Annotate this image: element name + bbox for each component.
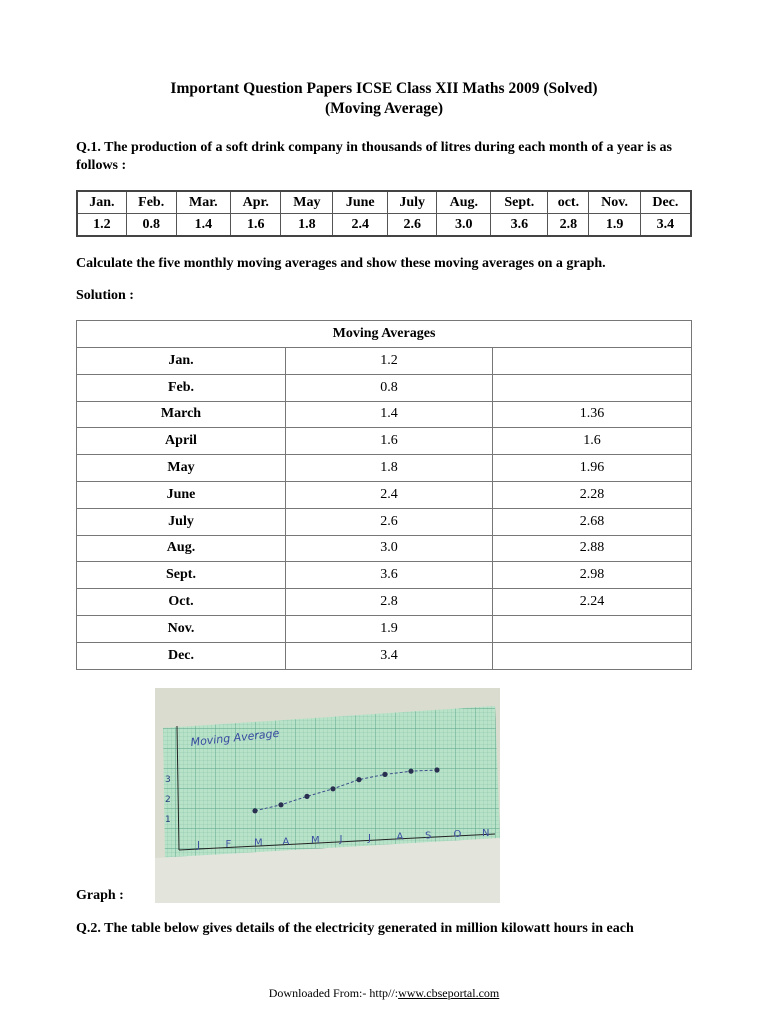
moving-average-month: Dec.: [77, 642, 286, 669]
moving-average-row: [77, 401, 692, 428]
production-month-cell: Apr.: [231, 191, 281, 214]
moving-average-header-row: [77, 321, 692, 348]
production-month-row: [77, 191, 691, 214]
graph-point: [434, 767, 439, 772]
graph-point: [408, 769, 413, 774]
moving-average-header: Moving Averages: [77, 321, 692, 348]
moving-average-value: 2.4: [286, 481, 493, 508]
production-month-cell: Feb.: [126, 191, 176, 214]
graph-x-tick: M: [254, 837, 263, 849]
moving-average-row: [77, 481, 692, 508]
graph-x-tick: A: [282, 836, 290, 848]
production-month-cell: Mar.: [176, 191, 231, 214]
moving-average-row: [77, 348, 692, 375]
graph-point: [330, 786, 335, 791]
moving-average-row: [77, 374, 692, 401]
production-value-cell: 1.6: [231, 214, 281, 237]
production-value-cell: 3.6: [491, 214, 548, 237]
footer-link[interactable]: www.cbseportal.com: [398, 986, 500, 1000]
production-month-cell: July: [388, 191, 437, 214]
production-month-cell: May: [281, 191, 333, 214]
moving-average-value: 1.8: [286, 455, 493, 482]
moving-average-result: 1.36: [493, 401, 692, 428]
moving-average-row: [77, 642, 692, 669]
graph-x-tick: A: [396, 831, 404, 843]
footer: [0, 986, 768, 1001]
production-month-cell: Dec.: [640, 191, 691, 214]
graph-label: Graph :: [76, 888, 124, 903]
moving-average-month: June: [77, 481, 286, 508]
production-table: [76, 190, 692, 237]
production-month-cell: Sept.: [491, 191, 548, 214]
question-2: Q.2. The table below gives details of the electricity generated in million kilowatt hours in each: [76, 921, 634, 936]
graph-x-tick: M: [311, 835, 320, 847]
moving-average-value: 3.4: [286, 642, 493, 669]
moving-average-month: Oct.: [77, 589, 286, 616]
moving-average-value: 0.8: [286, 374, 493, 401]
moving-average-row: [77, 589, 692, 616]
graph-x-tick: J: [339, 834, 343, 845]
moving-average-month: Jan.: [77, 348, 286, 375]
graph-point: [304, 794, 309, 799]
production-value-cell: 3.0: [437, 214, 491, 237]
moving-average-month: Sept.: [77, 562, 286, 589]
moving-average-result: 2.88: [493, 535, 692, 562]
production-month-cell: oct.: [548, 191, 589, 214]
moving-average-row: [77, 428, 692, 455]
moving-average-month: Feb.: [77, 374, 286, 401]
production-value-row: [77, 214, 691, 237]
moving-average-month: Aug.: [77, 535, 286, 562]
production-month-cell: Nov.: [589, 191, 640, 214]
moving-average-value: 1.9: [286, 615, 493, 642]
graph-x-tick: F: [225, 838, 232, 850]
moving-average-month: May: [77, 455, 286, 482]
graph-y-tick: 3: [165, 775, 171, 785]
question-1: Q.1. The production of a soft drink company in thousands of litres during each month of a year is as follows :: [76, 140, 672, 173]
moving-average-result: 1.6: [493, 428, 692, 455]
production-value-cell: 3.4: [640, 214, 691, 237]
production-value-cell: 0.8: [126, 214, 176, 237]
graph-y-tick: 1: [165, 815, 171, 825]
moving-average-month: July: [77, 508, 286, 535]
production-value-cell: 1.4: [176, 214, 231, 237]
moving-average-value: 2.8: [286, 589, 493, 616]
moving-average-value: 3.6: [286, 562, 493, 589]
moving-average-result: 1.96: [493, 455, 692, 482]
moving-average-result: [493, 348, 692, 375]
graph-paper-grid: [163, 706, 500, 858]
moving-average-result: [493, 374, 692, 401]
production-value-cell: 1.2: [77, 214, 126, 237]
document-subtitle: (Moving Average): [324, 100, 444, 117]
production-month-cell: Jan.: [77, 191, 126, 214]
production-month-cell: June: [333, 191, 388, 214]
moving-average-table: [76, 320, 692, 670]
moving-average-result: 2.28: [493, 481, 692, 508]
graph-x-tick: N: [482, 828, 490, 839]
production-value-cell: 2.8: [548, 214, 589, 237]
production-value-cell: 1.8: [281, 214, 333, 237]
graph-x-tick: J: [197, 840, 200, 851]
moving-average-result: 2.68: [493, 508, 692, 535]
calc-instruction: Calculate the five monthly moving averages and show these moving averages on a graph.: [76, 256, 606, 271]
moving-average-result: 2.24: [493, 589, 692, 616]
moving-average-month: Nov.: [77, 615, 286, 642]
moving-average-row: [77, 535, 692, 562]
moving-average-result: [493, 642, 692, 669]
moving-average-result: [493, 615, 692, 642]
graph-y-ticks: [165, 775, 171, 825]
graph-point: [278, 802, 283, 807]
graph-y-tick: 2: [165, 795, 171, 805]
moving-average-row: [77, 615, 692, 642]
moving-average-row: [77, 562, 692, 589]
moving-average-value: 2.6: [286, 508, 493, 535]
graph-photo: [155, 688, 500, 903]
graph-x-tick: J: [368, 832, 371, 844]
production-value-cell: 1.9: [589, 214, 640, 237]
production-value-cell: 2.6: [388, 214, 437, 237]
moving-average-month: April: [77, 428, 286, 455]
moving-average-month: March: [77, 401, 286, 428]
production-month-cell: Aug.: [437, 191, 491, 214]
graph-point: [356, 777, 361, 782]
graph-x-tick: S: [425, 830, 432, 842]
moving-average-value: 1.2: [286, 348, 493, 375]
production-value-cell: 2.4: [333, 214, 388, 237]
moving-average-value: 1.4: [286, 401, 493, 428]
moving-average-value: 1.6: [286, 428, 493, 455]
moving-average-value: 3.0: [286, 535, 493, 562]
graph-point: [252, 808, 257, 813]
footer-prefix: Downloaded From:- http//:: [268, 986, 399, 1000]
graph-handwritten-title: Moving Average: [189, 726, 280, 749]
moving-average-result: 2.98: [493, 562, 692, 589]
graph-x-tick: O: [453, 829, 462, 841]
moving-average-row: [77, 508, 692, 535]
document-title: Important Question Papers ICSE Class XII Maths 2009 (Solved): [170, 80, 598, 97]
moving-average-row: [77, 455, 692, 482]
solution-label: Solution :: [76, 288, 134, 303]
graph-point: [382, 772, 387, 777]
